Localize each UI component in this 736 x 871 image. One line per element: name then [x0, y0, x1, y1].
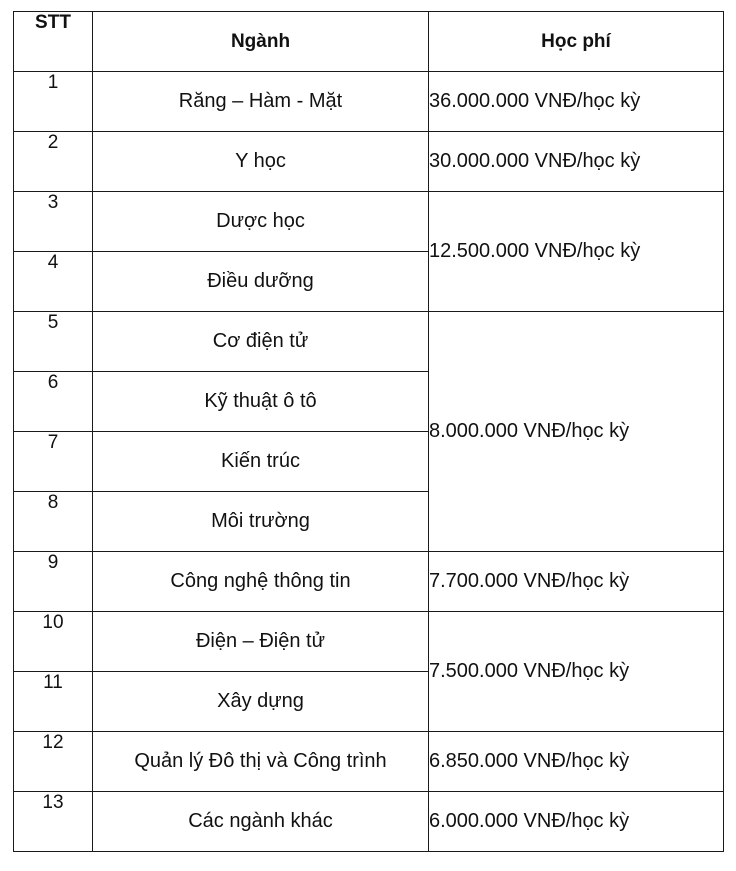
- tuition-fee: 7.500.000 VNĐ/học kỳ: [429, 612, 724, 732]
- tuition-fee: 12.500.000 VNĐ/học kỳ: [429, 192, 724, 312]
- table-row: [14, 192, 724, 252]
- row-number: 7: [14, 432, 93, 492]
- major-name: Công nghệ thông tin: [93, 552, 429, 612]
- major-name: Xây dựng: [93, 672, 429, 732]
- row-number: 2: [14, 132, 93, 192]
- row-number: 11: [14, 672, 93, 732]
- header-nganh: Ngành: [93, 12, 429, 72]
- tuition-fee: 7.700.000 VNĐ/học kỳ: [429, 552, 724, 612]
- major-name: Kỹ thuật ô tô: [93, 372, 429, 432]
- major-name: Điều dưỡng: [93, 252, 429, 312]
- major-name: Điện – Điện tử: [93, 612, 429, 672]
- tuition-fee: 6.000.000 VNĐ/học kỳ: [429, 792, 724, 852]
- tuition-fee: 6.850.000 VNĐ/học kỳ: [429, 732, 724, 792]
- major-name: Răng – Hàm - Mặt: [93, 72, 429, 132]
- row-number: 9: [14, 552, 93, 612]
- tuition-fee: 30.000.000 VNĐ/học kỳ: [429, 132, 724, 192]
- table-row: [14, 132, 724, 192]
- table-header-row: [14, 12, 724, 72]
- header-stt: STT: [14, 12, 93, 72]
- major-name: Dược học: [93, 192, 429, 252]
- table-row: [14, 312, 724, 372]
- row-number: 6: [14, 372, 93, 432]
- row-number: 3: [14, 192, 93, 252]
- table-row: [14, 552, 724, 612]
- row-number: 1: [14, 72, 93, 132]
- tuition-fee: 36.000.000 VNĐ/học kỳ: [429, 72, 724, 132]
- tuition-table: [13, 11, 724, 852]
- major-name: Kiến trúc: [93, 432, 429, 492]
- row-number: 8: [14, 492, 93, 552]
- table-row: [14, 792, 724, 852]
- table-row: [14, 72, 724, 132]
- row-number: 10: [14, 612, 93, 672]
- header-fee: Học phí: [429, 12, 724, 72]
- major-name: Các ngành khác: [93, 792, 429, 852]
- row-number: 12: [14, 732, 93, 792]
- major-name: Quản lý Đô thị và Công trình: [93, 732, 429, 792]
- table-row: [14, 612, 724, 672]
- row-number: 13: [14, 792, 93, 852]
- row-number: 4: [14, 252, 93, 312]
- table-row: [14, 732, 724, 792]
- major-name: Môi trường: [93, 492, 429, 552]
- row-number: 5: [14, 312, 93, 372]
- tuition-fee: 8.000.000 VNĐ/học kỳ: [429, 312, 724, 552]
- major-name: Cơ điện tử: [93, 312, 429, 372]
- major-name: Y học: [93, 132, 429, 192]
